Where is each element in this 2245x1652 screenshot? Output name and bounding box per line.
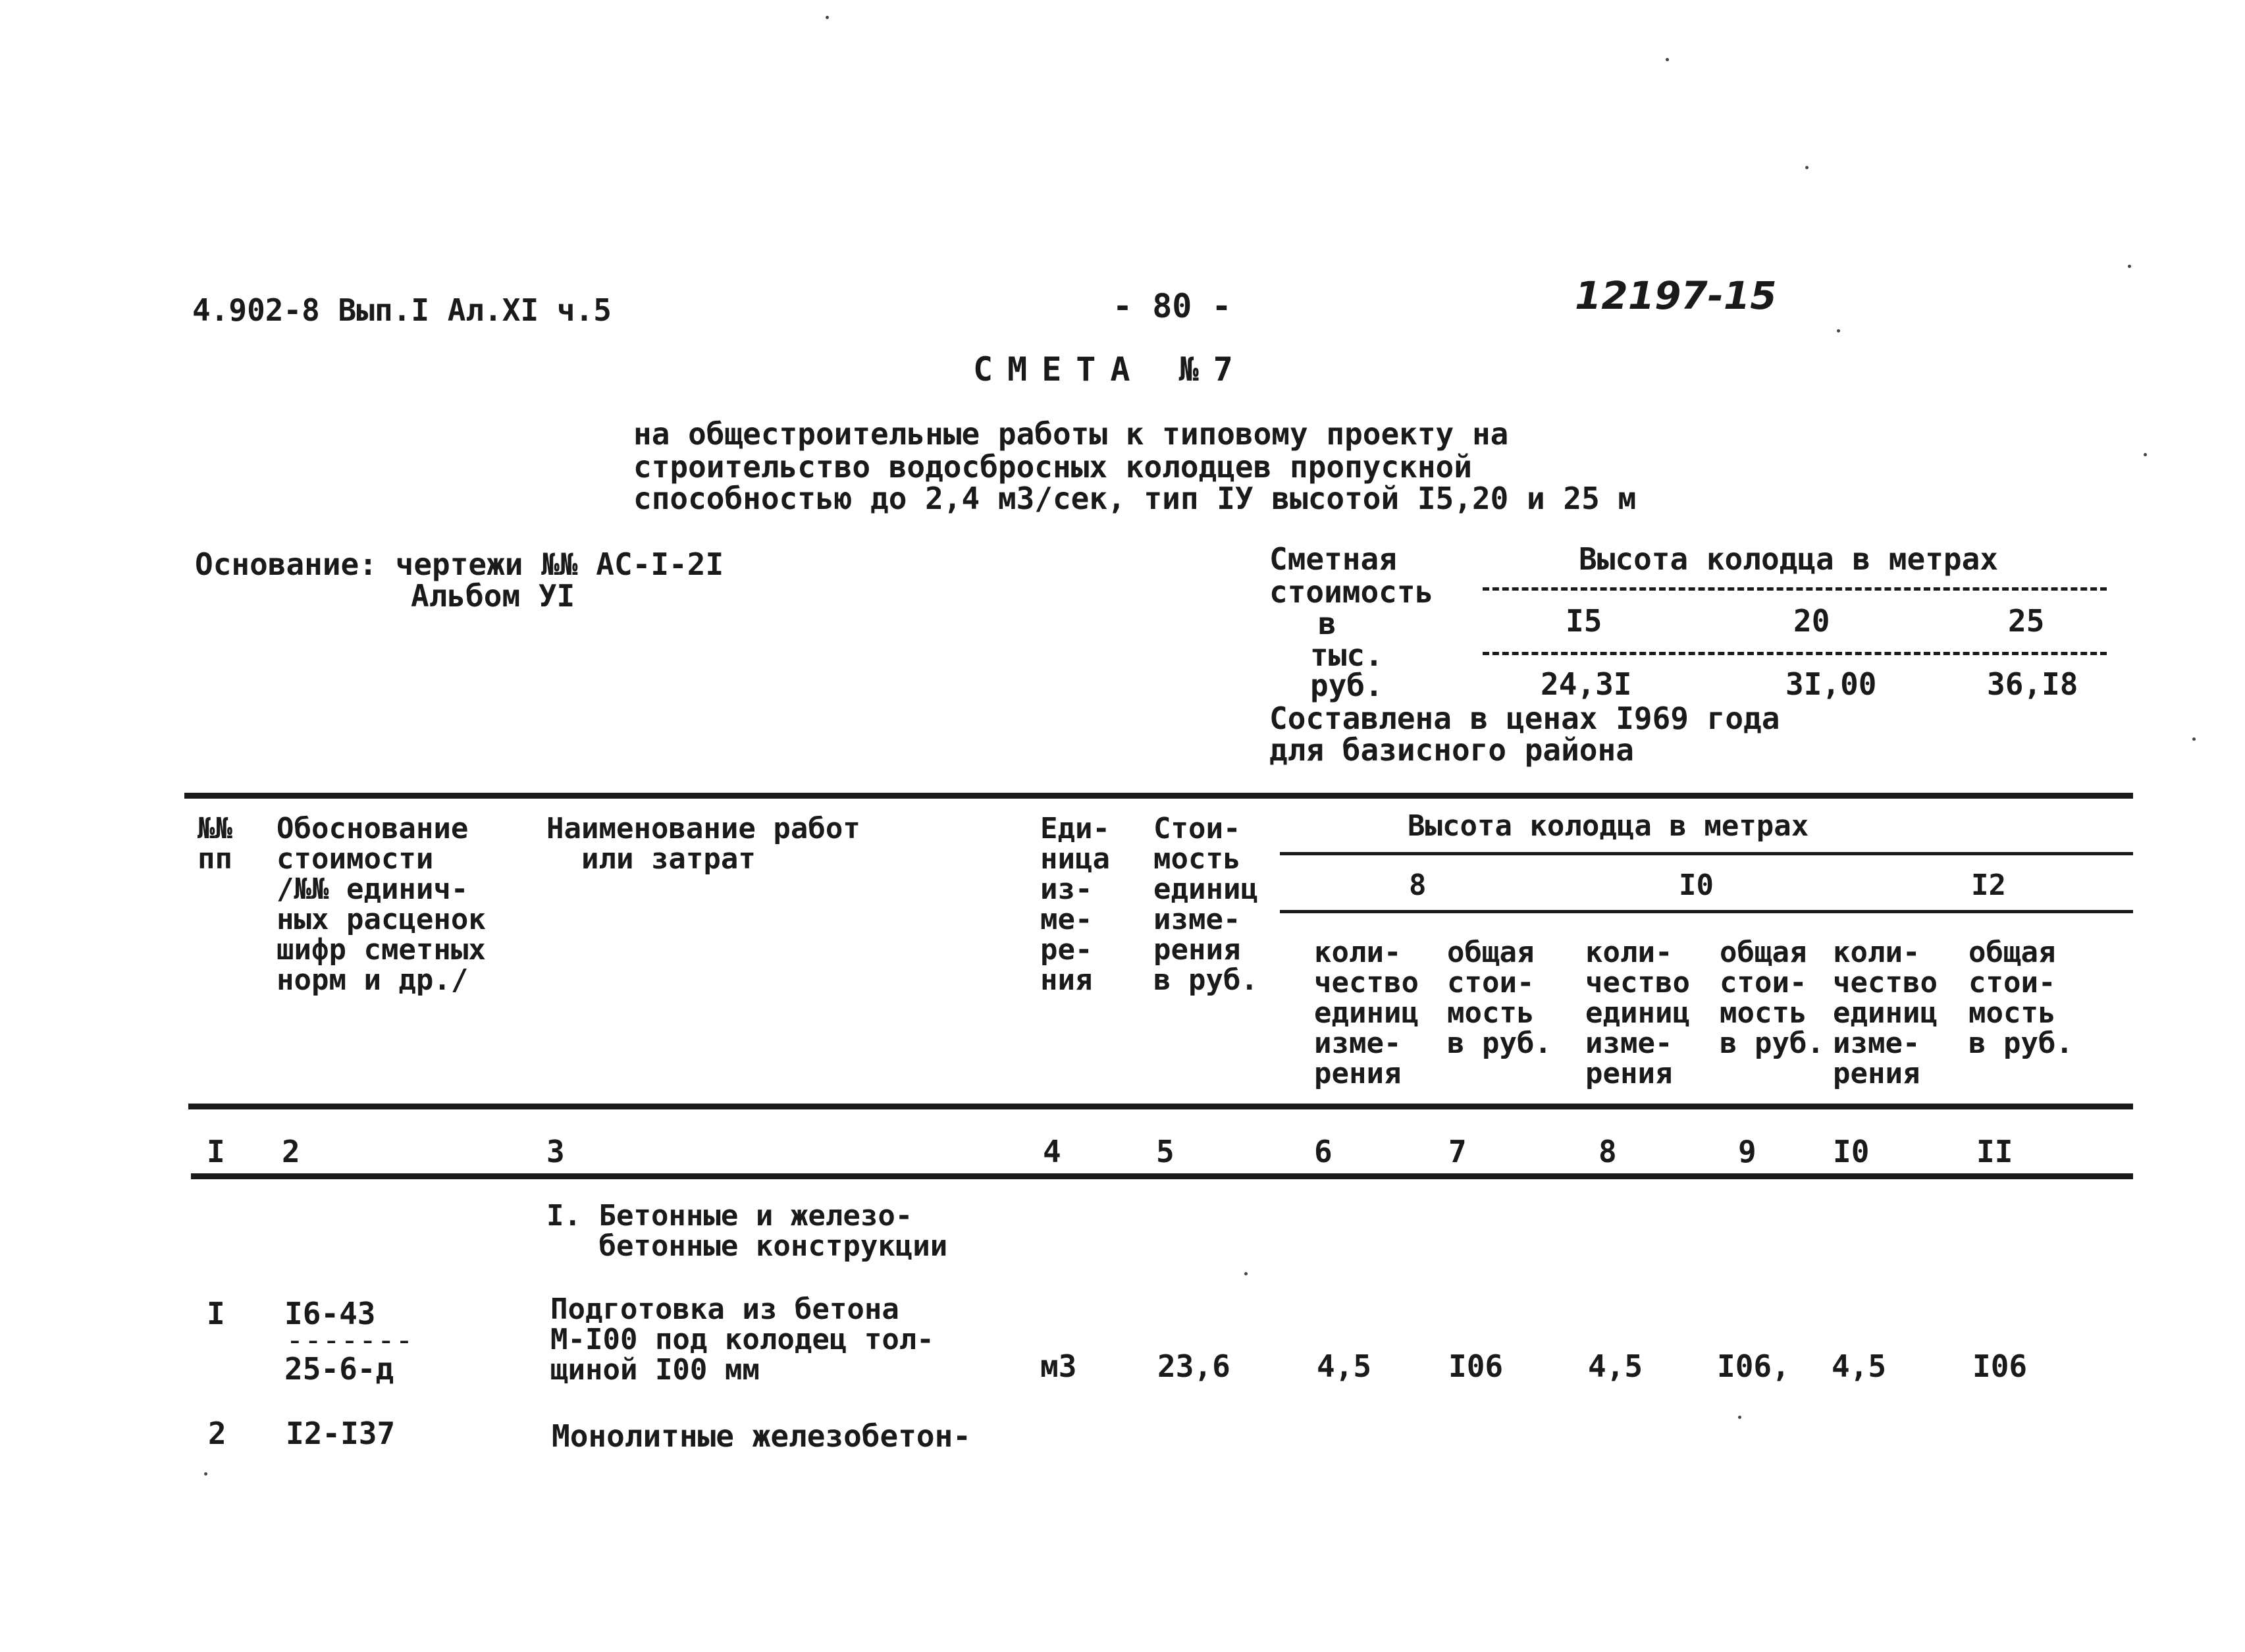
col-header-qty-12: коли- чество единиц изме- рения <box>1833 936 1938 1090</box>
summary-divider-bottom <box>1483 652 2107 655</box>
col-number-3: 3 <box>546 1134 565 1169</box>
scan-speck <box>1738 1416 1741 1419</box>
table-top-rule <box>184 793 2133 799</box>
row-1-name: Подготовка из бетона М-I00 под колодец тол- щиной I00 мм <box>550 1292 934 1387</box>
cost-label-4: тыс. <box>1310 637 1383 673</box>
summary-divider-top <box>1483 587 2107 591</box>
row-1-basis-bottom: 25-6-д <box>284 1351 394 1387</box>
row-1-number: I <box>207 1296 225 1331</box>
col-header-height-12: I2 <box>1971 868 2006 902</box>
row-1-unit-cost: 23,6 <box>1157 1348 1230 1384</box>
summary-cost-15: 24,3I <box>1541 666 1632 702</box>
row-1-qty-8: 4,5 <box>1317 1348 1372 1384</box>
row-2-number: 2 <box>208 1416 226 1451</box>
title-line-1: на общестроительные работы к типовому проекту на <box>633 416 1509 452</box>
title-line-2: строительство водосбросных колодцев пропускной <box>633 449 1472 485</box>
col-number-9: 9 <box>1738 1134 1756 1169</box>
basis-label: Основание: чертежи №№ АС-I-2I <box>195 546 724 582</box>
basis-album: Альбом УI <box>411 578 575 614</box>
summary-height-25: 25 <box>2008 603 2045 639</box>
row-1-total-8: I06 <box>1448 1348 1504 1384</box>
row-1-total-12: I06 <box>1972 1348 2028 1384</box>
summary-heights-title: Высота колодца в метрах <box>1579 541 1998 577</box>
cost-label-3: в <box>1318 606 1336 641</box>
col-number-2: 2 <box>282 1134 300 1169</box>
page-number: - 80 - <box>1113 287 1232 325</box>
cost-label-1: Сметная <box>1269 541 1397 577</box>
header-bottom-rule <box>188 1104 2133 1109</box>
row-1-total-10: I06, <box>1717 1348 1790 1384</box>
col-header-total-12: общая стои- мость в руб. <box>1968 936 2073 1060</box>
scan-speck <box>826 16 829 19</box>
col-header-unit: Еди- ница из- ме- ре- ния <box>1040 812 1110 997</box>
col-number-5: 5 <box>1156 1134 1175 1169</box>
scan-speck <box>2192 737 2196 741</box>
prices-note-2: для базисного района <box>1269 732 1634 768</box>
archive-number: 12197-15 <box>1575 273 1777 318</box>
col-number-8: 8 <box>1598 1134 1617 1169</box>
summary-cost-25: 36,I8 <box>1987 666 2078 702</box>
col-header-number: №№ пп <box>198 812 232 876</box>
row-1-unit: м3 <box>1040 1348 1077 1384</box>
scan-speck <box>1805 166 1809 169</box>
col-header-height-group: Высота колодца в метрах <box>1408 809 1809 843</box>
scan-speck <box>1666 58 1669 61</box>
col-header-qty-8: коли- чество единиц изме- рения <box>1314 936 1419 1090</box>
col-number-6: 6 <box>1314 1134 1333 1169</box>
height-group-rule <box>1280 852 2133 855</box>
col-number-11: II <box>1976 1134 2013 1169</box>
section-title: I. Бетонные и железо- бетонные конструкции <box>546 1199 948 1263</box>
prices-note-1: Составлена в ценах I969 года <box>1269 701 1780 736</box>
col-header-height-8: 8 <box>1409 868 1427 902</box>
col-number-4: 4 <box>1043 1134 1061 1169</box>
scan-speck <box>1244 1272 1248 1275</box>
row-1-qty-10: 4,5 <box>1588 1348 1643 1384</box>
row-2-name: Монолитные железобетон- <box>552 1418 971 1454</box>
col-number-10: I0 <box>1833 1134 1870 1169</box>
document-code: 4.902-8 Вып.I Ал.XI ч.5 <box>192 292 612 328</box>
title-line-3: способностью до 2,4 м3/сек, тип IУ высотой I5,20 и 25 м <box>633 481 1637 516</box>
document-title: СМЕТА №7 <box>973 350 1248 388</box>
cost-label-2: стоимость <box>1269 574 1434 610</box>
summary-height-20: 20 <box>1793 603 1830 639</box>
row-1-qty-12: 4,5 <box>1832 1348 1887 1384</box>
col-header-basis: Обоснование стоимости /№№ единич- ных расценок шифр сметных норм и др./ <box>277 812 486 997</box>
col-header-qty-10: коли- чество единиц изме- рения <box>1585 936 1690 1090</box>
scan-speck <box>1837 329 1840 333</box>
scan-speck <box>204 1472 207 1476</box>
row-1-basis-separator: ------- <box>286 1322 413 1358</box>
col-header-total-10: общая стои- мость в руб. <box>1720 936 1824 1060</box>
scan-speck <box>2144 453 2147 456</box>
cost-label-5: руб. <box>1310 668 1383 703</box>
col-header-name: Наименование работ или затрат <box>546 812 860 876</box>
summary-height-15: I5 <box>1566 603 1602 639</box>
row-2-basis-top: I2-I37 <box>286 1416 396 1451</box>
col-number-1: I <box>207 1134 225 1169</box>
col-header-unit-cost: Стои- мость единиц изме- рения в руб. <box>1153 812 1258 997</box>
col-header-height-10: I0 <box>1679 868 1714 902</box>
height-values-rule <box>1280 910 2133 913</box>
col-header-total-8: общая стои- мость в руб. <box>1447 936 1552 1060</box>
col-numbers-rule <box>191 1173 2133 1179</box>
col-number-7: 7 <box>1448 1134 1467 1169</box>
row-1-basis-top: I6-43 <box>284 1296 376 1331</box>
scan-speck <box>2128 265 2131 268</box>
summary-cost-20: 3I,00 <box>1785 666 1877 702</box>
